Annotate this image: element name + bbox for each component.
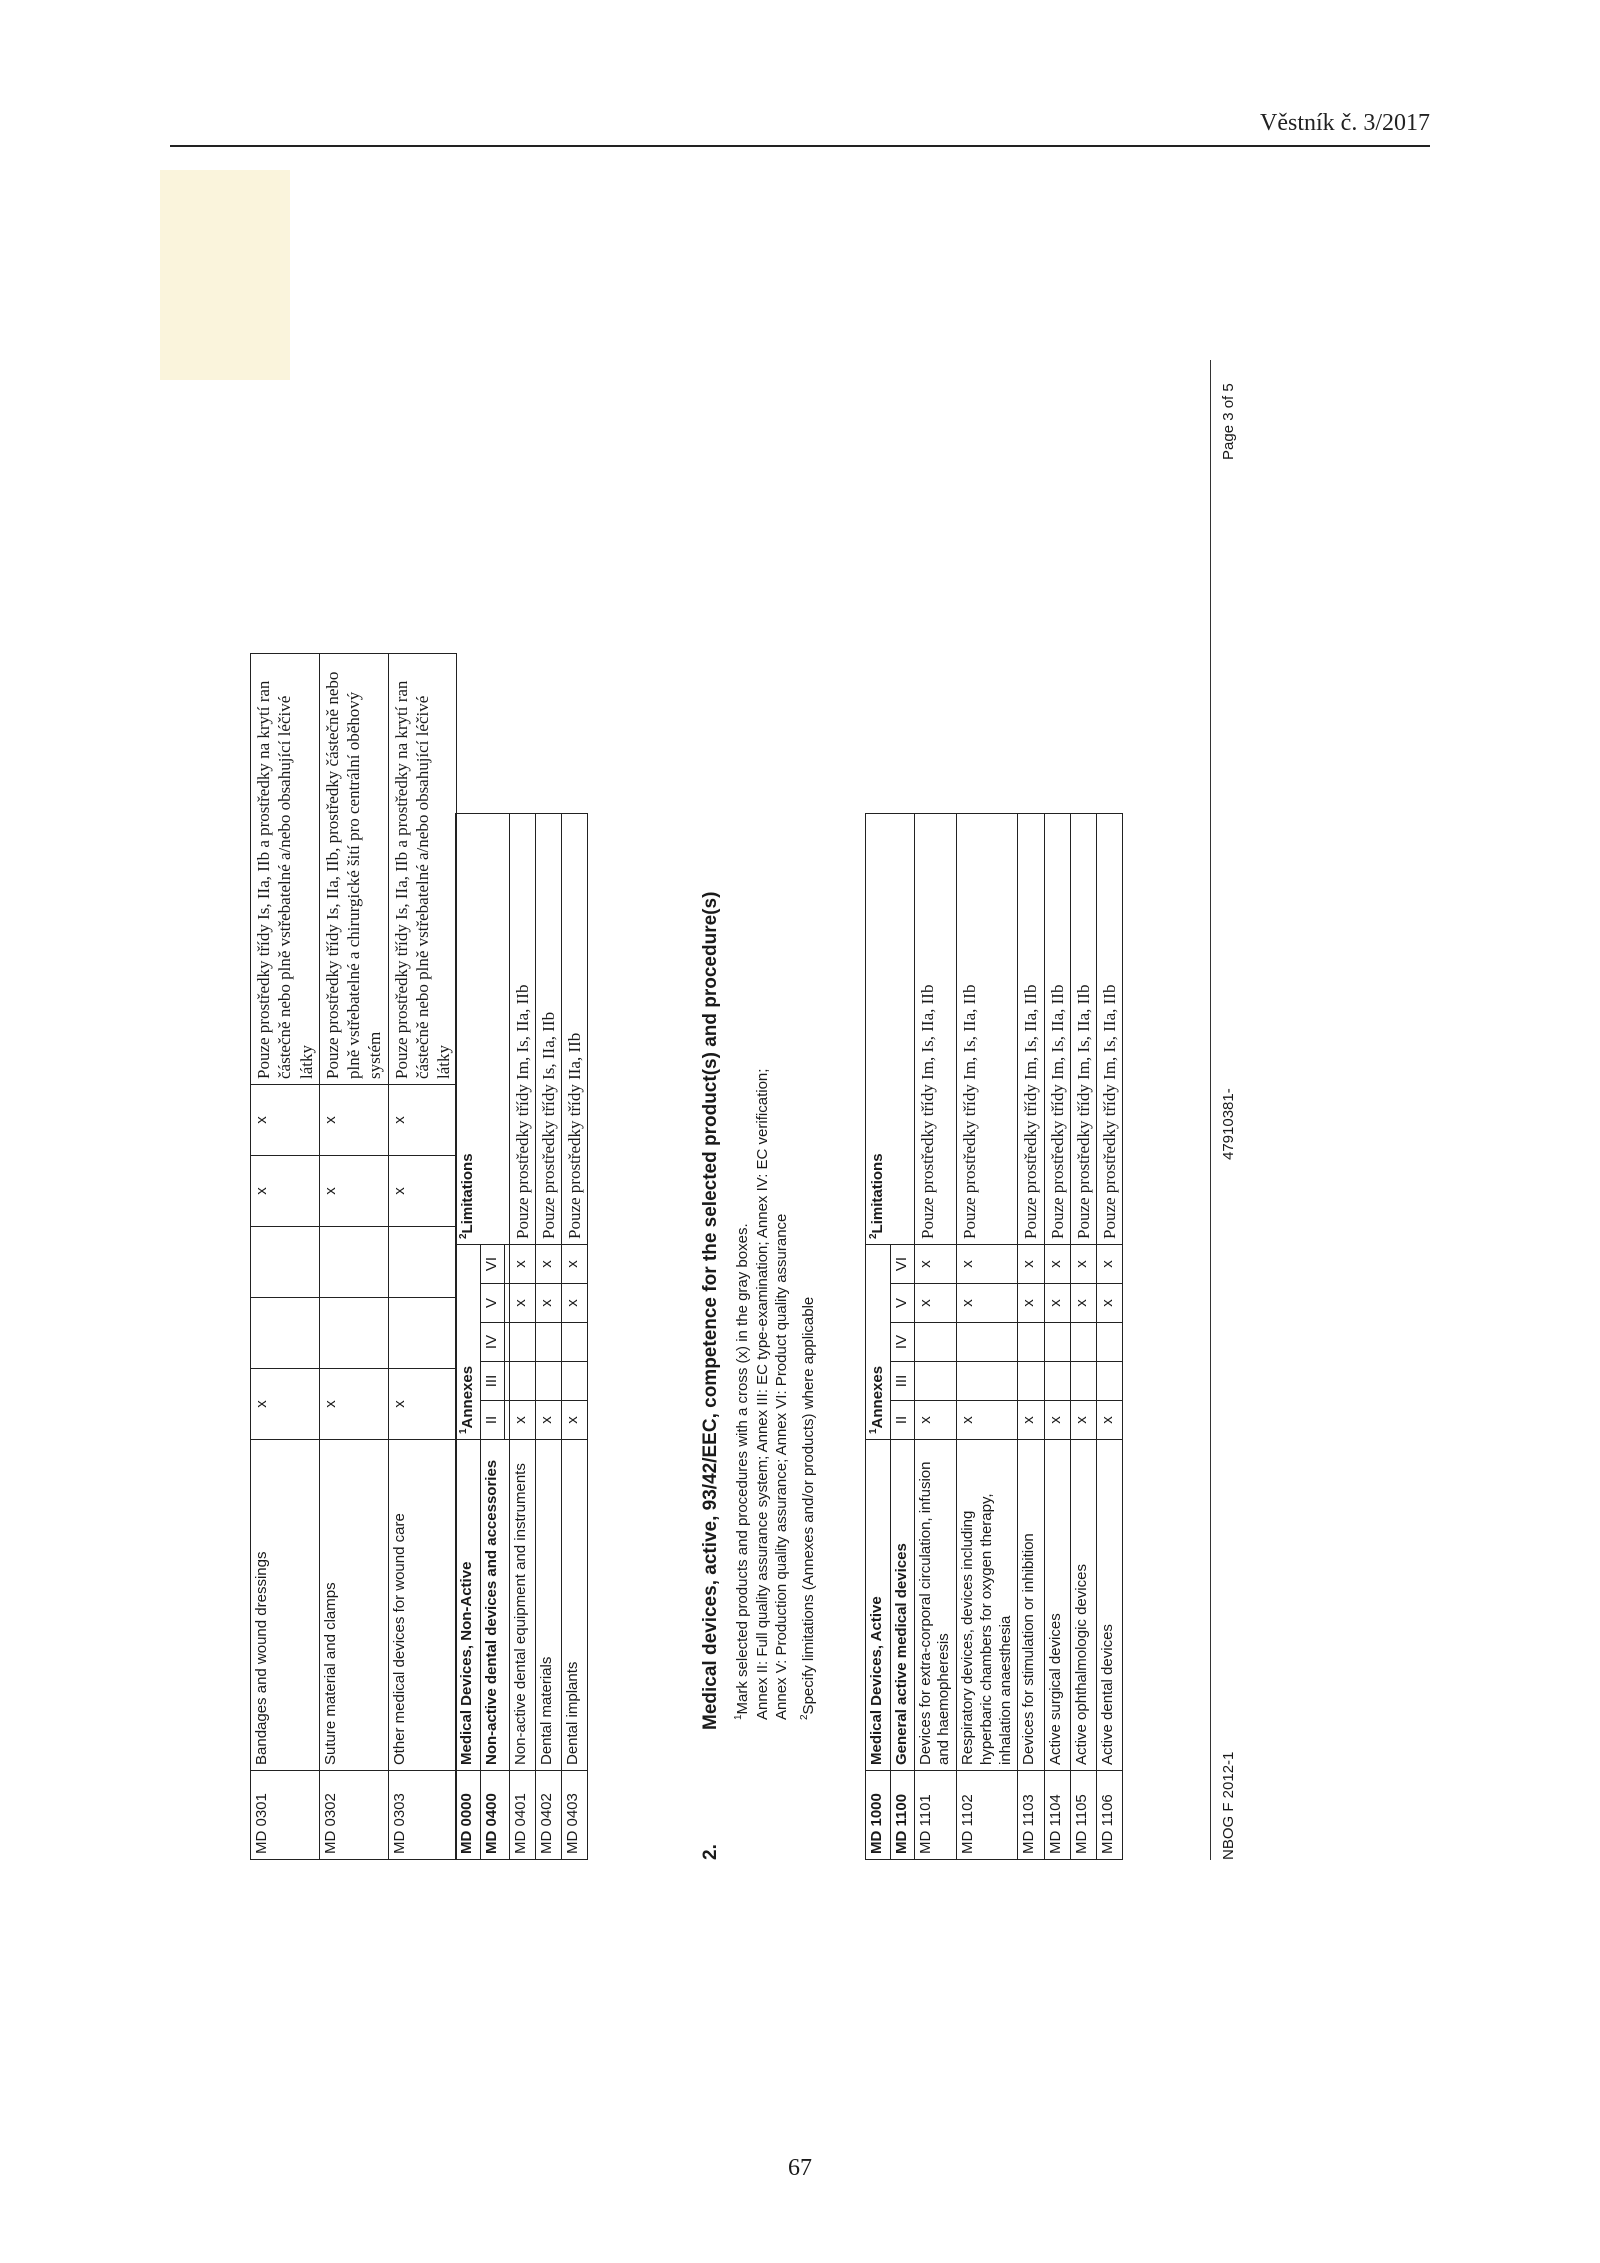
annex-col-header: IV — [890, 1323, 914, 1362]
annex-col-header: V — [480, 1284, 504, 1323]
row-code: MD 1101 — [914, 1771, 957, 1860]
row-code: MD 0401 — [509, 1771, 535, 1860]
annex-checkbox[interactable]: x — [1044, 1284, 1070, 1323]
annex-checkbox[interactable]: x — [319, 1085, 388, 1156]
table-row — [914, 814, 957, 1860]
annexes-header: $^1$Annexes — [456, 1245, 481, 1440]
row-code: MD 1104 — [1044, 1771, 1070, 1860]
annex-checkbox[interactable] — [509, 1362, 535, 1401]
row-limitation: Pouze prostředky třídy Is, IIa, IIb a prostředky na krytí ran částečně nebo plně vstřebatelné a/nebo obsahující léčivé látky — [388, 654, 457, 1085]
row-code: MD 0301 — [251, 1771, 320, 1860]
note-1c: Annex V: Production quality assurance; Annex VI: Product quality assurance — [773, 1213, 790, 1720]
group-code: MD 1000 — [866, 1771, 891, 1860]
annex-checkbox[interactable]: x — [509, 1245, 535, 1284]
annex-checkbox[interactable]: x — [535, 1245, 561, 1284]
annex-checkbox[interactable] — [562, 1362, 588, 1401]
row-limitation: Pouze prostředky třídy Is, IIa, IIb — [535, 814, 561, 1245]
row-code: MD 0303 — [388, 1771, 457, 1860]
annex-checkbox[interactable]: x — [319, 1156, 388, 1227]
annex-checkbox[interactable] — [562, 1323, 588, 1362]
rotated-form-sheet — [250, 310, 1250, 1860]
table-row — [251, 654, 320, 1860]
annex-col-header: III — [480, 1362, 504, 1401]
table-row — [1018, 814, 1044, 1860]
header-rule — [170, 145, 1430, 147]
annex-checkbox[interactable]: x — [1018, 1401, 1044, 1440]
sub-code: MD 0400 — [480, 1771, 509, 1860]
row-description: Active ophthalmologic devices — [1070, 1440, 1096, 1771]
annex-checkbox[interactable]: x — [1018, 1245, 1044, 1284]
dental-devices-table — [455, 813, 588, 1860]
annex-checkbox[interactable] — [957, 1323, 1018, 1362]
row-description: Active surgical devices — [1044, 1440, 1070, 1771]
row-code: MD 1103 — [1018, 1771, 1044, 1860]
annex-checkbox[interactable] — [1097, 1362, 1123, 1401]
annex-checkbox[interactable]: x — [388, 1085, 457, 1156]
annex-col-header: IV — [480, 1323, 504, 1362]
row-limitation: Pouze prostředky třídy Is, IIa, IIb a prostředky na krytí ran částečně nebo plně vstřebatelné a/nebo obsahující léčivé látky — [251, 654, 320, 1085]
row-limitation: Pouze prostředky třídy Im, Is, IIa, IIb — [914, 814, 957, 1245]
note-2: $^2$Specify limitations (Annexes and/or products) where applicable — [798, 1296, 817, 1720]
footer-doc-number: 47910381- — [1220, 1088, 1237, 1160]
annex-col-header: II — [890, 1401, 914, 1440]
annex-checkbox[interactable] — [1070, 1362, 1096, 1401]
annex-checkbox[interactable]: x — [914, 1245, 957, 1284]
annex-checkbox[interactable]: x — [251, 1156, 320, 1227]
row-code: MD 1106 — [1097, 1771, 1123, 1860]
annex-checkbox[interactable] — [1018, 1323, 1044, 1362]
annex-checkbox[interactable]: x — [562, 1245, 588, 1284]
note-1b: Annex II: Full quality assurance system; Annex III: EC type-examination; Annex IV: EC verification; — [753, 1068, 771, 1720]
annex-checkbox[interactable]: x — [1018, 1284, 1044, 1323]
sub-title: General active medical devices — [890, 1440, 914, 1771]
annex-checkbox[interactable]: x — [1097, 1401, 1123, 1440]
annex-checkbox[interactable]: x — [251, 1085, 320, 1156]
annex-checkbox[interactable]: x — [1097, 1284, 1123, 1323]
footer-form-id: NBOG F 2012-1 — [1220, 1751, 1237, 1860]
row-limitation: Pouze prostředky třídy Is, IIa, IIb, prostředky částečně nebo plně vstřebatelné a chirurgické šití pro centrální oběhový systém — [319, 654, 388, 1085]
annex-checkbox[interactable] — [914, 1323, 957, 1362]
annex-checkbox[interactable]: x — [957, 1284, 1018, 1323]
annex-checkbox[interactable]: x — [319, 1369, 388, 1440]
note-1: $^1$Mark selected products and procedures with a cross (x) in the gray boxes. — [733, 1223, 751, 1720]
group-code: MD 0000 — [456, 1771, 481, 1860]
annex-checkbox[interactable]: x — [509, 1401, 535, 1440]
row-limitation: Pouze prostředky třídy Im, Is, IIa, IIb — [957, 814, 1018, 1245]
table-row — [1070, 814, 1096, 1860]
table-row — [1097, 814, 1123, 1860]
table-row — [535, 814, 561, 1860]
section-title: Medical devices, active, 93/42/EEC, competence for the selected product(s) and procedure(s) — [700, 891, 721, 1730]
table-row — [957, 814, 1018, 1860]
wound-care-table — [250, 653, 457, 1860]
row-limitation: Pouze prostředky třídy Im, Is, IIa, IIb — [509, 814, 535, 1245]
row-limitation: Pouze prostředky třídy IIa, IIb — [562, 814, 588, 1245]
table-row — [1044, 814, 1070, 1860]
annex-checkbox[interactable] — [1018, 1362, 1044, 1401]
table-row — [388, 654, 457, 1860]
section-heading — [700, 460, 722, 1860]
row-code: MD 0402 — [535, 1771, 561, 1860]
annex-checkbox[interactable] — [1070, 1323, 1096, 1362]
limitations-header: $^2$Limitations — [866, 814, 915, 1245]
row-description: Active dental devices — [1097, 1440, 1123, 1771]
active-devices-table — [865, 813, 1123, 1860]
annex-checkbox[interactable]: x — [388, 1369, 457, 1440]
section-number: 2. — [700, 1844, 721, 1860]
annexes-header: $^1$Annexes — [866, 1245, 891, 1440]
annex-checkbox[interactable]: x — [1070, 1245, 1096, 1284]
annex-col-header: II — [480, 1401, 504, 1440]
annex-checkbox[interactable]: x — [957, 1401, 1018, 1440]
annex-checkbox[interactable]: x — [1044, 1245, 1070, 1284]
group-title: Medical Devices, Non-Active — [456, 1440, 481, 1771]
table-row — [509, 814, 535, 1860]
annex-checkbox[interactable]: x — [1097, 1245, 1123, 1284]
row-description: Devices for stimulation or inhibition — [1018, 1440, 1044, 1771]
row-description: Respiratory devices, devices including hyperbaric chambers for oxygen therapy, inhalation anaesthesia — [957, 1440, 1018, 1771]
annex-checkbox[interactable]: x — [251, 1369, 320, 1440]
row-description: Dental materials — [535, 1440, 561, 1771]
row-description: Devices for extra-corporal circulation, infusion and haemopheresis — [914, 1440, 957, 1771]
sub-title: Non-active dental devices and accessories — [480, 1440, 509, 1771]
annex-checkbox[interactable] — [535, 1323, 561, 1362]
annex-checkbox[interactable] — [1044, 1362, 1070, 1401]
annex-checkbox[interactable]: x — [1070, 1284, 1096, 1323]
annex-checkbox[interactable] — [319, 1298, 388, 1369]
sub-code: MD 1100 — [890, 1771, 914, 1860]
annex-checkbox[interactable] — [319, 1227, 388, 1298]
annex-checkbox[interactable] — [535, 1362, 561, 1401]
annex-checkbox[interactable]: x — [535, 1401, 561, 1440]
annex-checkbox[interactable] — [251, 1227, 320, 1298]
row-code: MD 1102 — [957, 1771, 1018, 1860]
annex-checkbox[interactable] — [388, 1227, 457, 1298]
annex-checkbox[interactable]: x — [388, 1156, 457, 1227]
row-description: Bandages and wound dressings — [251, 1440, 320, 1771]
annex-checkbox[interactable]: x — [1044, 1401, 1070, 1440]
annex-checkbox[interactable] — [957, 1362, 1018, 1401]
journal-title: Věstník č. 3/2017 — [1260, 110, 1430, 136]
row-description: Non-active dental equipment and instruments — [509, 1440, 535, 1771]
table-row — [319, 654, 388, 1860]
page-number: 67 — [788, 2155, 812, 2181]
annex-checkbox[interactable] — [251, 1298, 320, 1369]
annex-checkbox[interactable] — [388, 1298, 457, 1369]
annex-checkbox[interactable]: x — [562, 1401, 588, 1440]
annex-checkbox[interactable]: x — [535, 1284, 561, 1323]
row-description: Dental implants — [562, 1440, 588, 1771]
row-code: MD 1105 — [1070, 1771, 1096, 1860]
limitations-header: $^2$Limitations — [456, 814, 510, 1245]
row-description: Suture material and clamps — [319, 1440, 388, 1771]
annex-checkbox[interactable]: x — [914, 1401, 957, 1440]
row-code: MD 0302 — [319, 1771, 388, 1860]
row-limitation: Pouze prostředky třídy Im, Is, IIa, IIb — [1018, 814, 1044, 1245]
annex-checkbox[interactable] — [914, 1362, 957, 1401]
table-row — [562, 814, 588, 1860]
annex-checkbox[interactable]: x — [957, 1245, 1018, 1284]
annex-col-header: VI — [890, 1245, 914, 1284]
row-limitation: Pouze prostředky třídy Im, Is, IIa, IIb — [1070, 814, 1096, 1245]
annex-checkbox[interactable]: x — [1070, 1401, 1096, 1440]
row-description: Other medical devices for wound care — [388, 1440, 457, 1771]
footer-rule — [1210, 360, 1211, 1860]
section-notes — [732, 1069, 818, 1720]
annex-col-header: V — [890, 1284, 914, 1323]
group-title: Medical Devices, Active — [866, 1440, 891, 1771]
annex-checkbox[interactable] — [1044, 1323, 1070, 1362]
row-code: MD 0403 — [562, 1771, 588, 1860]
annex-checkbox[interactable]: x — [509, 1284, 535, 1323]
annex-col-header: III — [890, 1362, 914, 1401]
annex-col-header: VI — [480, 1245, 504, 1284]
annex-checkbox[interactable]: x — [562, 1284, 588, 1323]
footer-page-label: Page 3 of 5 — [1220, 383, 1237, 460]
row-limitation: Pouze prostředky třídy Im, Is, IIa, IIb — [1044, 814, 1070, 1245]
annex-checkbox[interactable]: x — [914, 1284, 957, 1323]
row-limitation: Pouze prostředky třídy Im, Is, IIa, IIb — [1097, 814, 1123, 1245]
annex-checkbox[interactable] — [1097, 1323, 1123, 1362]
annex-checkbox[interactable] — [509, 1323, 535, 1362]
